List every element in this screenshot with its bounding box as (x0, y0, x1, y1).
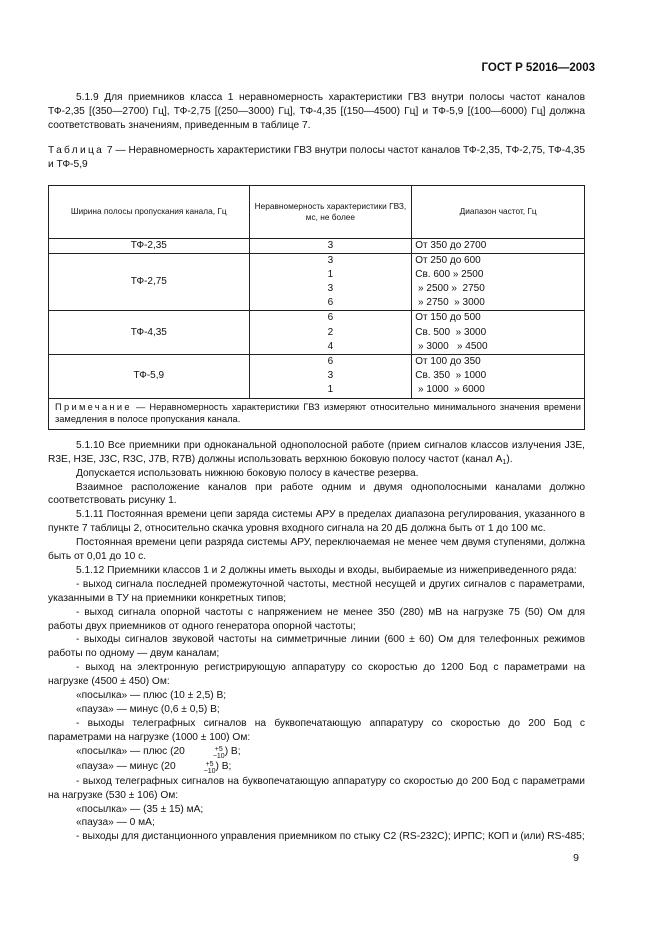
nonuniformity-value: 6 (327, 312, 334, 324)
frequency-range-value: От 150 до 500 (415, 312, 481, 324)
list-item: - выход сигнала опорной частоты с напряжением не менее 350 (280) мВ на нагрузке 75 (50) Ом для работы двух приемников от одного генератора опорной частоты; (48, 606, 585, 632)
list-item: - выход сигнала последней промежуточной частоты, местной несущей и других сигналов с параметрами, указанными в ТУ на приемники конкретных типов; (48, 578, 585, 604)
table-row (49, 311, 585, 355)
paragraph-5-1-9: 5.1.9 Для приемников класса 1 неравномерность характеристики ГВЗ внутри полосы частот каналов ТФ-2,35 [(350—2700) Гц], ТФ-2,75 [(250—3000) Гц], ТФ-4,35 [(150—4500) Гц] и ТФ-5,9 [(100—6000) Гц] должна соответствовать значениям, приведенным в таблице 7. (48, 92, 585, 131)
frequency-range-cell (412, 238, 585, 253)
tolerance-fraction (176, 761, 216, 775)
channel-cell: ТФ-4,35 (49, 311, 250, 355)
frequency-range-value: » 3000 » 4500 (415, 340, 488, 352)
nonuniformity-value: 3 (327, 254, 334, 266)
p5110-text: 5.1.10 Все приемники при одноканальной однополосной работе (прием сигналов классов излучения J3E, R3E, H3E, J3C, R3C, J7B, R7B) должны использовать верхнюю боковую полосу частот (канал А (48, 439, 585, 465)
table-caption (48, 144, 585, 172)
body-section (48, 439, 585, 844)
paragraph-lower-sideband: Допускается использовать нижнюю боковую полосу в качестве резерва. (76, 467, 419, 479)
nonuniformity-value: 2 (327, 326, 334, 338)
nonuniformity-cell (249, 355, 412, 399)
paragraph-5-1-12: 5.1.12 Приемники классов 1 и 2 должны иметь выходы и входы, выбираемые из нижеприведенного ряда: (76, 564, 577, 576)
table-7 (48, 185, 585, 430)
p5110-subscript: 1 (502, 458, 507, 466)
header-nonuniformity: Неравномерность характеристики ГВЗ, мс, не более (249, 185, 412, 238)
page-number: 9 (573, 852, 579, 864)
paragraph-channel-layout: Взаимное расположение каналов при работе одним и двумя однополосными каналами должно соответствовать рисунку 1. (48, 481, 585, 507)
list-item: - выходы телеграфных сигналов на буквопечатающую аппаратуру со скоростью до 200 Бод с параметрами на нагрузке (1000 ± 100) Ом: (48, 717, 585, 743)
nonuniformity-cell (249, 311, 412, 355)
tolerance-lower: −10 (212, 752, 225, 760)
nonuniformity-value: 6 (327, 297, 334, 309)
frequency-range-value: » 2500 » 2750 (415, 283, 485, 295)
i5b-text: «пауза» — минус (20 (76, 760, 176, 772)
nonuniformity-value: 6 (327, 356, 334, 368)
i5a-end: ) В; (224, 745, 241, 757)
paragraph-5-1-10 (48, 439, 585, 467)
frequency-range-value: От 250 до 600 (415, 254, 481, 266)
frequency-range-cell (412, 311, 585, 355)
list-item: - выходы сигналов звуковой частоты на симметричные линии (600 ± 60) Ом для телефонных режимов работы по одному — двум каналам; (48, 634, 585, 660)
page-content (48, 91, 585, 844)
frequency-range-cell (412, 355, 585, 399)
frequency-range-value: Св. 500 » 3000 (415, 326, 487, 338)
frequency-range-value: Св. 350 » 1000 (415, 370, 487, 382)
list-subitem (48, 745, 585, 760)
header-frequency-range: Диапазон частот, Гц (412, 185, 585, 238)
tolerance-upper: +5 (205, 760, 214, 768)
table-caption-label: Таблица (48, 144, 105, 156)
list-subitem: «посылка» — плюс (10 ± 2,5) В; (76, 690, 227, 702)
nonuniformity-cell (249, 253, 412, 311)
list-item: - выходы для дистанционного управления приемником по стыку С2 (RS-232C); ИРПС; КОП и (или) RS-485; (76, 831, 585, 843)
table-header-row (49, 185, 585, 238)
nonuniformity-value: 1 (327, 384, 334, 396)
frequency-range-cell (412, 253, 585, 311)
table-caption-text: 7 — Неравномерность характеристики ГВЗ внутри полосы частот каналов ТФ-2,35, ТФ-2,75, ТФ-4,35 и ТФ-5,9 (48, 144, 585, 170)
table-row (49, 238, 585, 253)
channel-cell: ТФ-2,75 (49, 253, 250, 311)
nonuniformity-value: 3 (327, 283, 334, 295)
table-row (49, 355, 585, 399)
note-label: Примечание (55, 401, 132, 412)
frequency-range-value: От 100 до 350 (415, 356, 481, 368)
standard-header: ГОСТ Р 52016—2003 (481, 62, 595, 74)
list-item: - выход на электронную регистрирующую аппаратуру со скоростью до 1200 Бод с параметрами на нагрузке (4500 ± 450) Ом: (48, 662, 585, 688)
table-note (49, 398, 585, 429)
list-subitem: «пауза» — 0 мА; (76, 817, 155, 829)
list-subitem (48, 760, 585, 775)
nonuniformity-value: 3 (327, 239, 334, 251)
i5a-text: «посылка» — плюс (20 (76, 745, 185, 757)
tolerance-fraction (185, 746, 225, 760)
i5b-end: ) В; (215, 760, 232, 772)
channel-cell: ТФ-2,35 (49, 238, 250, 253)
note-text: — Неравномерность характеристики ГВЗ измеряют относительно минимального значения времени замедления в полосе пропускания канала. (55, 401, 581, 425)
list-subitem: «посылка» — (35 ± 15) мА; (76, 803, 204, 815)
nonuniformity-value: 1 (327, 268, 334, 280)
paragraph-5-1-11: 5.1.11 Постоянная времени цепи заряда системы АРУ в пределах диапазона регулирования, указанного в пункте 7 таблицы 2, относительно скачка уровня входного сигнала на 20 дБ должна быть от 1 до 100 мс. (48, 509, 585, 535)
table-note-row (49, 398, 585, 429)
header-bandwidth: Ширина полосы пропускания канала, Гц (49, 185, 250, 238)
table-row (49, 253, 585, 311)
list-subitem: «пауза» — минус (0,6 ± 0,5) В; (76, 704, 220, 715)
frequency-range-value: Св. 600 » 2500 (415, 268, 484, 280)
frequency-range-value: » 2750 » 3000 (415, 297, 485, 309)
list-item: - выход телеграфных сигналов на буквопечатающую аппаратуру со скоростью до 200 Бод с параметрами на нагрузке (530 ± 106) Ом: (48, 775, 585, 801)
paragraph-discharge: Постоянная времени цепи разряда системы АРУ, переключаемая не менее чем двумя ступенями, должна быть от 0,01 до 10 с. (48, 537, 585, 563)
tolerance-upper: +5 (214, 745, 223, 753)
frequency-range-value: » 1000 » 6000 (415, 384, 485, 396)
channel-cell: ТФ-5,9 (49, 355, 250, 399)
nonuniformity-cell (249, 238, 412, 253)
nonuniformity-value: 4 (327, 340, 334, 352)
p5110-end: ). (506, 453, 513, 465)
nonuniformity-value: 3 (327, 370, 334, 382)
tolerance-lower: −10 (203, 767, 216, 775)
frequency-range-value: От 350 до 2700 (415, 239, 487, 251)
